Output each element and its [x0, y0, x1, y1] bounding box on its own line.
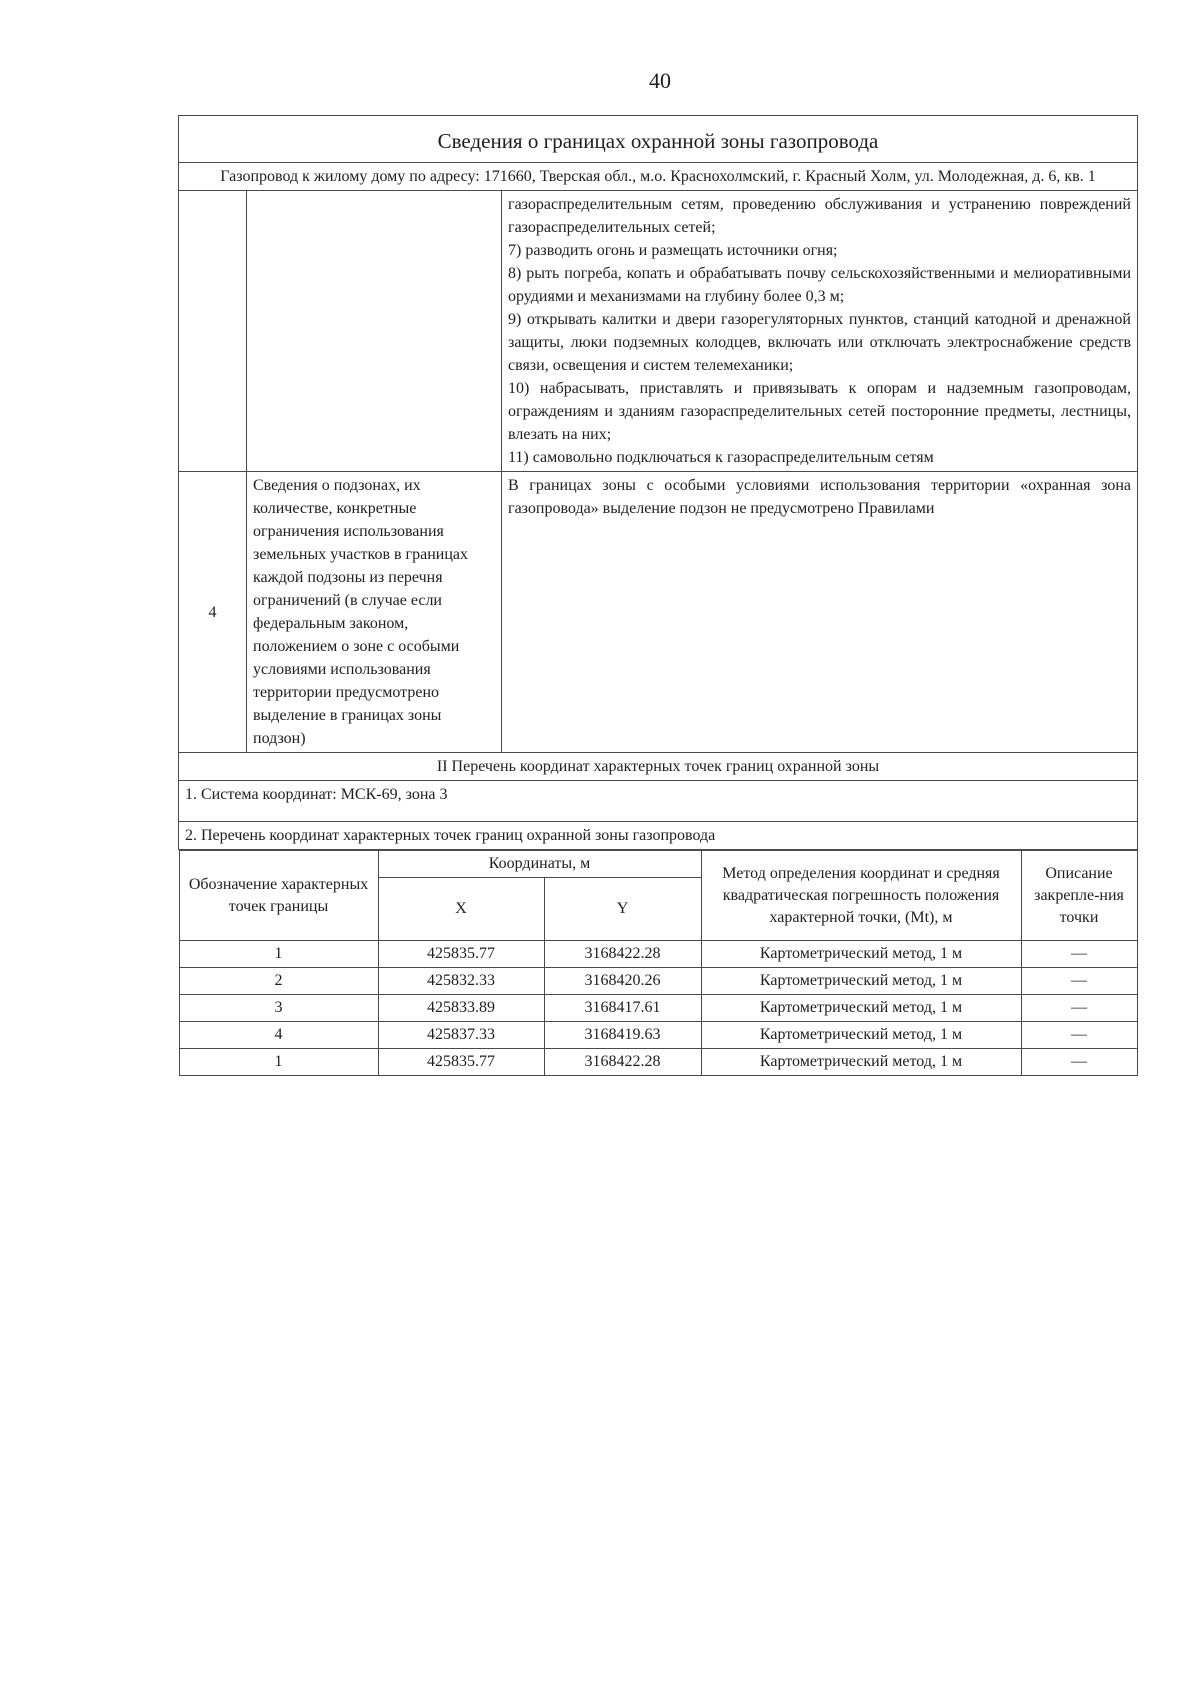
description: —: [1021, 1022, 1137, 1049]
point-id: 1: [179, 941, 378, 968]
restriction-item: 9) открывать калитки и двери газорегуляторных пунктов, станций катодной и дренажной защиты, люки подземных колодцев, включать или отключать электроснабжение средств связи, освещения и систем телемеханики;: [508, 311, 1131, 374]
restrictions-list: [502, 191, 1138, 472]
empty-label-cell: [247, 191, 502, 472]
header-x: X: [378, 878, 544, 941]
method: Картометрический метод, 1 м: [701, 1049, 1021, 1076]
description: —: [1021, 1049, 1137, 1076]
header-method-text: Метод определения координат и средняя квадратическая погрешность положения характерной точки, (Mt), м: [722, 864, 1000, 926]
table-row: [179, 1049, 1137, 1076]
header-coordinates: Координаты, м: [378, 851, 701, 878]
coord-y: 3168419.63: [544, 1022, 701, 1049]
coord-x: 425835.77: [378, 941, 544, 968]
point-id: 4: [179, 1022, 378, 1049]
subzones-label: Сведения о подзонах, их количестве, конкретные ограничения использования земельных участков в границах каждой подзоны из перечня ограничений (в случае если федеральным законом, положением о зоне с особыми условиями использования территории предусмотрено выделение в границах зоны подзон): [247, 472, 502, 753]
method: Картометрический метод, 1 м: [701, 968, 1021, 995]
empty-number-cell: [179, 191, 247, 472]
description: —: [1021, 995, 1137, 1022]
header-y: Y: [544, 878, 701, 941]
restriction-item: газораспределительным сетям, проведению обслуживания и устранению повреждений газораспределительных сетей;: [508, 196, 1131, 236]
coordinates-wrapper: [179, 850, 1138, 1077]
coordinate-list-title: 2. Перечень координат характерных точек границ охранной зоны газопровода: [179, 822, 1138, 850]
row-number: 4: [179, 472, 247, 753]
point-id: 1: [179, 1049, 378, 1076]
section-title: II Перечень координат характерных точек границ охранной зоны: [179, 753, 1138, 781]
coord-y: 3168417.61: [544, 995, 701, 1022]
page-number: 40: [649, 68, 671, 93]
point-id: 3: [179, 995, 378, 1022]
method: Картометрический метод, 1 м: [701, 1022, 1021, 1049]
description: —: [1021, 941, 1137, 968]
description: —: [1021, 968, 1137, 995]
table-row: [179, 941, 1137, 968]
restriction-item: 11) самовольно подключаться к газораспределительным сетям: [508, 449, 934, 466]
coord-x: 425833.89: [378, 995, 544, 1022]
coord-y: 3168420.26: [544, 968, 701, 995]
coordinates-table: [179, 850, 1138, 1076]
document-title: Сведения о границах охранной зоны газопровода: [179, 116, 1138, 163]
method: Картометрический метод, 1 м: [701, 995, 1021, 1022]
restriction-item: 7) разводить огонь и размещать источники огня;: [508, 242, 838, 259]
subzones-value: В границах зоны с особыми условиями использования территории «охранная зона газопровода» выделение подзон не предусмотрено Правилами: [502, 472, 1138, 753]
table-row: [179, 995, 1137, 1022]
protection-zone-table: [178, 115, 1138, 1076]
restriction-item: 10) набрасывать, приставлять и привязывать к опорам и надземным газопроводам, ограждениям и зданиям газораспределительных сетей посторонние предметы, лестницы, влезать на них;: [508, 380, 1131, 443]
coordinate-system: 1. Система координат: МСК-69, зона 3: [179, 781, 1138, 822]
header-point: Обозначение характерных точек границы: [179, 851, 378, 941]
header-method: [701, 851, 1021, 941]
coord-x: 425837.33: [378, 1022, 544, 1049]
restriction-item: 8) рыть погреба, копать и обрабатывать почву сельскохозяйственными и мелиоративными орудиями и механизмами на глубину более 0,3 м;: [508, 265, 1131, 305]
coord-y: 3168422.28: [544, 941, 701, 968]
point-id: 2: [179, 968, 378, 995]
table-row: [179, 968, 1137, 995]
coord-x: 425835.77: [378, 1049, 544, 1076]
method: Картометрический метод, 1 м: [701, 941, 1021, 968]
table-row: [179, 1022, 1137, 1049]
header-description: Описание закрепле-ния точки: [1021, 851, 1137, 941]
coord-x: 425832.33: [378, 968, 544, 995]
object-address: Газопровод к жилому дому по адресу: 171660, Тверская обл., м.о. Краснохолмский, г. Красный Холм, ул. Молодежная, д. 6, кв. 1: [179, 163, 1138, 191]
coord-y: 3168422.28: [544, 1049, 701, 1076]
